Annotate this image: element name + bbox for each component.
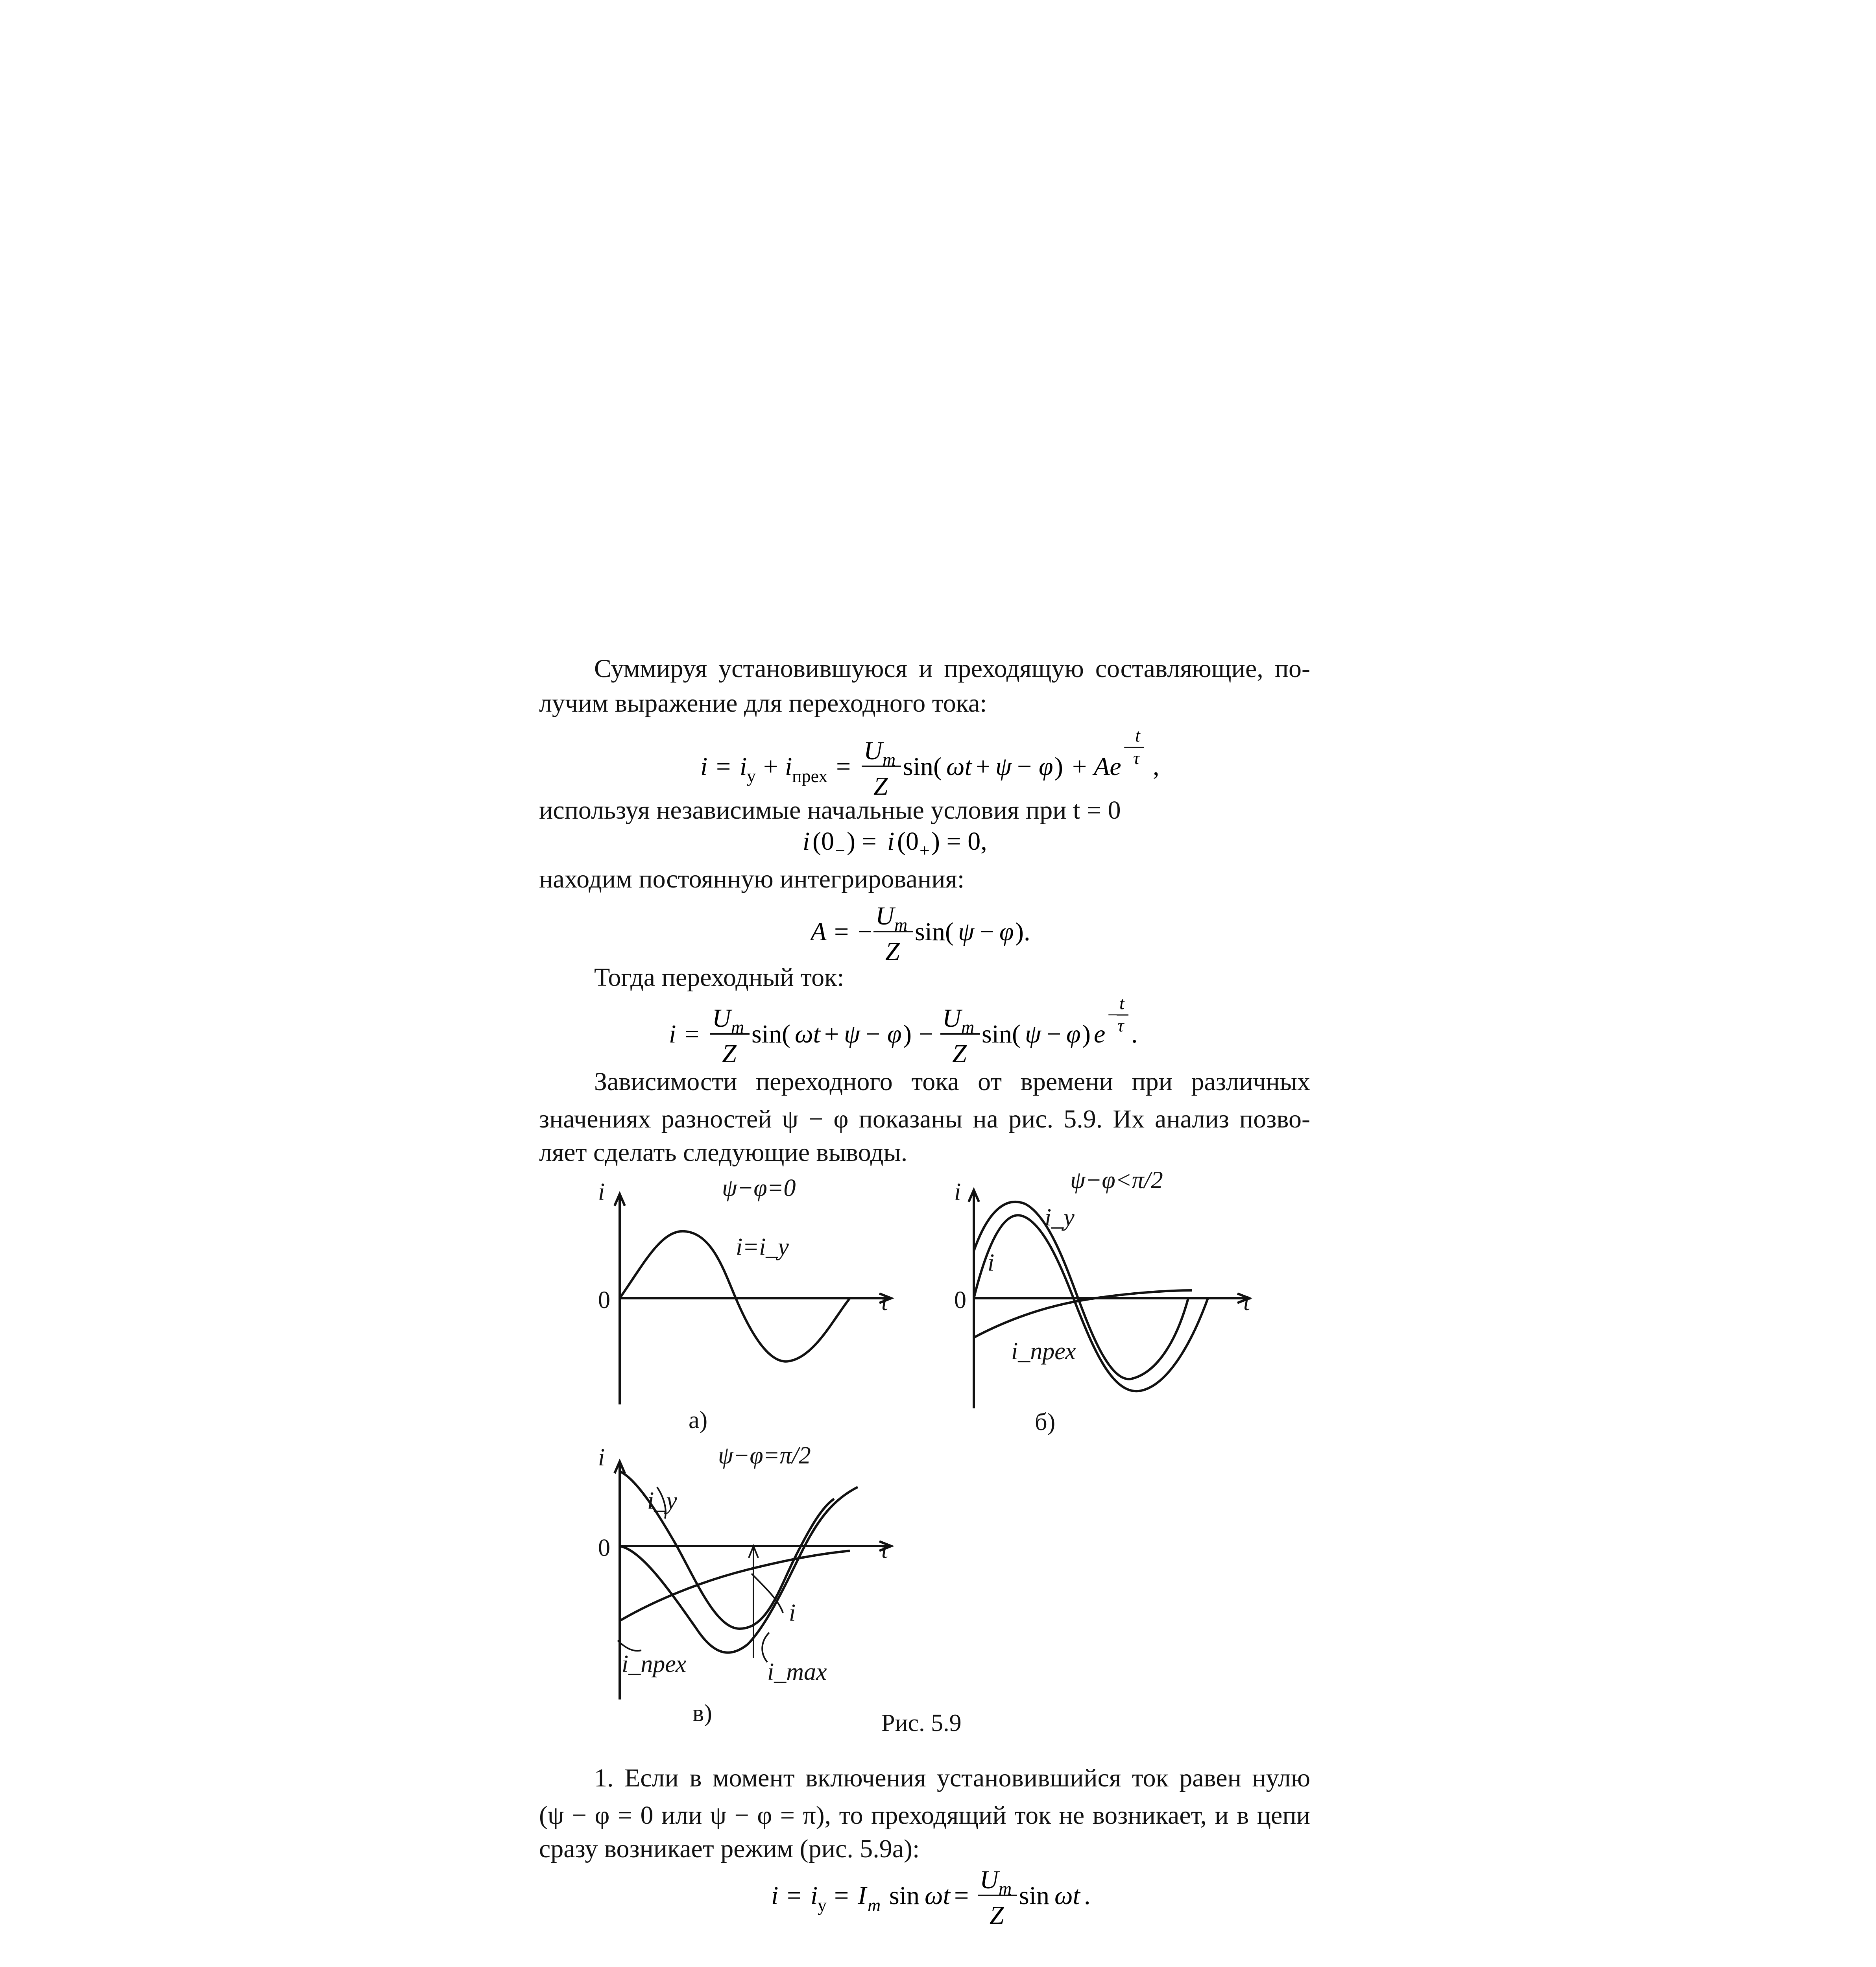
svg-text:m: m: [731, 1017, 744, 1037]
svg-text:) = 0,: ) = 0,: [931, 827, 987, 856]
paragraph-line: Тогда переходный ток:: [594, 963, 844, 992]
svg-text:) =: ) =: [847, 827, 877, 856]
panel-b-curve-label-i: i: [988, 1249, 995, 1276]
svg-text:U: U: [875, 902, 894, 930]
svg-text:−: −: [1047, 1020, 1062, 1048]
equation-initial-conditions: [803, 820, 1078, 864]
equation-integration-constant: [811, 885, 1094, 972]
svg-text:i: i: [785, 752, 792, 781]
svg-text:−: −: [858, 917, 873, 946]
svg-text:τ: τ: [1133, 748, 1140, 768]
svg-text:φ: φ: [1066, 1020, 1081, 1048]
svg-text:−: −: [1108, 1005, 1118, 1025]
svg-text:+: +: [824, 1020, 839, 1048]
panel-a-title: ψ−φ=0: [722, 1175, 796, 1201]
panel-a-axis-x-label: t: [881, 1289, 888, 1316]
svg-text:): ): [903, 1020, 912, 1048]
svg-text:sin(: sin(: [982, 1020, 1021, 1048]
panel-a-label: а): [689, 1407, 708, 1434]
svg-text:ψ: ψ: [1025, 1020, 1041, 1048]
figure-5-9: [582, 1172, 1291, 1743]
svg-text:у: у: [818, 1895, 827, 1915]
svg-text:A: A: [811, 917, 827, 946]
svg-text:sin: sin: [1019, 1881, 1050, 1910]
svg-text:Z: Z: [885, 937, 900, 966]
svg-text:,: ,: [1153, 752, 1160, 781]
panel-b-curve-label-iprex: i_прех: [1011, 1338, 1076, 1365]
paragraph-line: используя независимые начальные условия при t = 0: [539, 796, 1121, 825]
svg-text:φ: φ: [999, 917, 1014, 946]
svg-text:φ: φ: [1039, 752, 1053, 781]
paragraph-line: лучим выражение для переходного тока:: [539, 689, 987, 718]
equation-transient-current: [700, 720, 1212, 806]
svg-text:−: −: [866, 1020, 881, 1048]
panel-v-curve-label-iy: i_у: [647, 1487, 677, 1514]
svg-text:ψ: ψ: [844, 1020, 860, 1048]
svg-text:ψ: ψ: [995, 752, 1012, 781]
svg-text:m: m: [894, 915, 908, 935]
paragraph-line: значениях разностей ψ − φ показаны на рис. 5.9. Их анализ позво-: [539, 1105, 1310, 1133]
svg-text:U: U: [864, 736, 883, 765]
svg-text:.: .: [1084, 1881, 1091, 1910]
svg-text:=: =: [787, 1881, 802, 1910]
svg-text:(0: (0: [897, 827, 919, 856]
svg-text:U: U: [942, 1004, 961, 1033]
svg-text:+: +: [920, 840, 930, 860]
svg-text:m: m: [961, 1017, 975, 1037]
panel-b-curve-label-iy: i_у: [1045, 1204, 1075, 1231]
paragraph-line: сразу возникает режим (рис. 5.9а):: [539, 1834, 920, 1863]
svg-text:=: =: [834, 1881, 849, 1910]
equation-steady-state-current: [771, 1849, 1125, 1936]
svg-text:(0: (0: [812, 827, 834, 856]
panel-b-origin-label: 0: [954, 1287, 966, 1314]
panel-a-origin-label: 0: [598, 1287, 610, 1314]
paragraph-line: (ψ − φ = 0 или ψ − φ = π), то преходящий ток не возникает, и в цепи: [539, 1801, 1310, 1830]
svg-text:=: =: [685, 1020, 700, 1048]
svg-text:t: t: [1119, 993, 1124, 1013]
svg-text:−: −: [1017, 752, 1032, 781]
svg-text:e: e: [1094, 1020, 1106, 1048]
svg-text:=: =: [834, 917, 849, 946]
svg-text:ωt: ωt: [795, 1020, 820, 1048]
svg-text:−: −: [980, 917, 995, 946]
svg-text:sin(: sin(: [752, 1020, 790, 1048]
panel-v-title: ψ−φ=π/2: [718, 1442, 811, 1469]
svg-text:Z: Z: [873, 772, 888, 801]
svg-text:i: i: [803, 827, 810, 856]
panel-a-axis-y-label: i: [598, 1179, 605, 1205]
panel-a-curve-label: i=i_у: [736, 1234, 789, 1260]
paragraph-line: Зависимости переходного тока от времени при различных: [594, 1067, 1310, 1096]
svg-text:i: i: [740, 752, 747, 781]
paragraph-line: находим постоянную интегрирования:: [539, 865, 965, 893]
panel-v-origin-label: 0: [598, 1535, 610, 1561]
paragraph-line: ляет сделать следующие выводы.: [539, 1138, 908, 1167]
panel-b-label: б): [1035, 1409, 1056, 1436]
svg-text:=: =: [836, 752, 851, 781]
svg-text:m: m: [999, 1878, 1012, 1899]
panel-b-title: ψ−φ<π/2: [1070, 1172, 1163, 1194]
svg-text:ωt: ωt: [946, 752, 972, 781]
svg-text:sin: sin: [889, 1881, 920, 1910]
panel-v-axis-y-label: i: [598, 1444, 605, 1471]
paragraph-line: 1. Если в момент включения установившийся ток равен нулю: [594, 1764, 1310, 1792]
svg-text:+: +: [1072, 752, 1087, 781]
svg-text:m: m: [883, 749, 896, 769]
svg-text:τ: τ: [1117, 1015, 1124, 1035]
paragraph-line: Суммируя установившуюся и преходящую составляющие, по-: [594, 654, 1310, 683]
svg-text:+: +: [976, 752, 991, 781]
svg-text:i: i: [771, 1881, 779, 1910]
svg-text:Ae: Ae: [1094, 752, 1121, 781]
svg-text:i: i: [700, 752, 708, 781]
svg-text:i: i: [811, 1881, 818, 1910]
svg-text:i: i: [887, 827, 895, 856]
panel-b-axis-y-label: i: [954, 1179, 961, 1205]
svg-text:=: =: [954, 1881, 969, 1910]
equation-transient-current-final: [669, 987, 1259, 1074]
figure-caption: Рис. 5.9: [881, 1710, 962, 1736]
svg-text:.: .: [1131, 1020, 1138, 1048]
panel-v-curve-label-imax: i_max: [767, 1659, 827, 1685]
svg-text:): ): [1054, 752, 1063, 781]
svg-text:t: t: [1135, 725, 1140, 745]
svg-text:i: i: [669, 1020, 676, 1048]
svg-text:I: I: [858, 1881, 866, 1910]
svg-text:φ: φ: [887, 1020, 902, 1048]
svg-text:−: −: [1123, 737, 1134, 757]
svg-text:sin(: sin(: [915, 917, 954, 946]
panel-v-curve-label-i: i: [789, 1600, 796, 1626]
svg-text:Z: Z: [722, 1039, 737, 1068]
svg-text:ωt: ωt: [925, 1881, 950, 1910]
panel-v-axis-x-label: t: [881, 1537, 888, 1563]
svg-text:U: U: [712, 1004, 731, 1033]
svg-text:U: U: [980, 1866, 999, 1894]
svg-text:): ): [1082, 1020, 1091, 1048]
svg-text:ψ: ψ: [958, 917, 974, 946]
svg-text:m: m: [868, 1895, 881, 1915]
svg-text:Z: Z: [990, 1901, 1004, 1930]
panel-b-axis-x-label: t: [1243, 1289, 1250, 1316]
svg-text:−: −: [919, 1020, 934, 1048]
svg-text:ωt: ωt: [1054, 1881, 1080, 1910]
svg-text:−: −: [835, 840, 845, 860]
svg-text:прех: прех: [792, 766, 828, 786]
svg-text:=: =: [716, 752, 731, 781]
panel-v-curve-label-iprex: i_прех: [622, 1651, 687, 1677]
svg-text:).: ).: [1015, 917, 1030, 946]
svg-text:sin(: sin(: [903, 752, 942, 781]
svg-text:у: у: [747, 766, 756, 786]
svg-text:Z: Z: [952, 1039, 967, 1068]
svg-text:+: +: [763, 752, 778, 781]
panel-v-label: в): [692, 1700, 712, 1727]
